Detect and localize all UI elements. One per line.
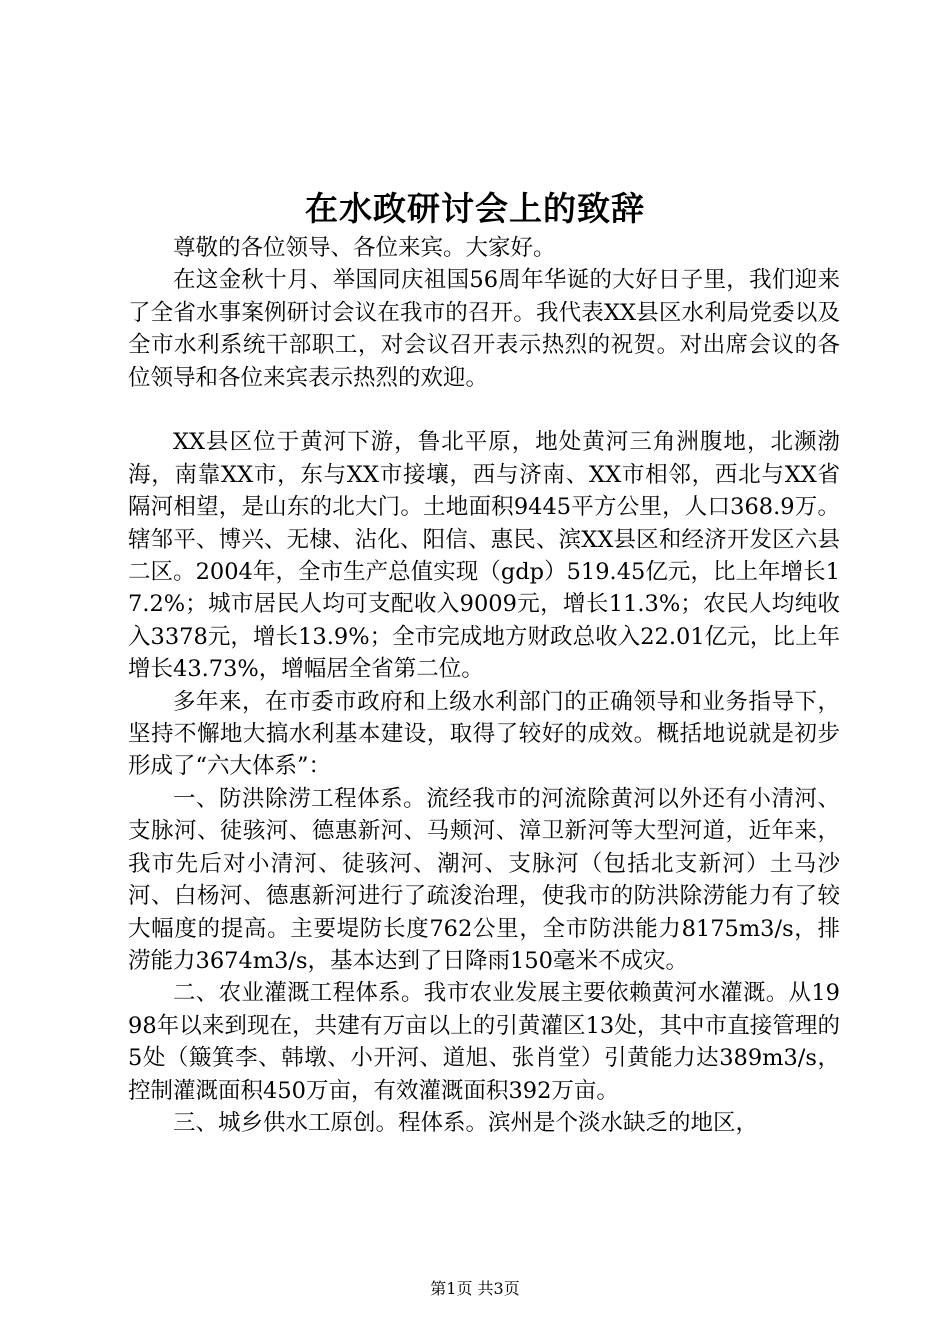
document-body [128,232,840,1139]
paragraph-flood-control: 一、防洪除涝工程体系。流经我市的河流除黄河以外还有小清河、支脉河、徒骇河、德惠新河、马颊河、漳卫新河等大型河道，近年来，我市先后对小清河、徒骇河、潮河、支脉河（包括北支新河）土马沙河、白杨河、德惠新河进行了疏浚治理，使我市的防洪除涝能力有了较大幅度的提高。主要堤防长度762公里，全市防洪能力8175m3/s，排涝能力3674m3/s，基本达到了日降雨150毫米不成灾。 [128,785,840,974]
page-number-footer: 第1页 共3页 [430,1279,520,1298]
paragraph-greeting: 尊敬的各位领导、各位来宾。大家好。 [173,235,556,261]
paragraph-overview: XX县区位于黄河下游，鲁北平原，地处黄河三角洲腹地，北濒渤海，南靠XX市，东与XX市接壤，西与济南、XX市相邻，西北与XX省隔河相望，是山东的北大门。土地面积9445平方公里，人口368.9万。辖邹平、博兴、无棣、沾化、阳信、惠民、滨XX县区和经济开发区六县二区。2004年，全市生产总值实现（gdp）519.45亿元，比上年增长17.2%；城市居民人均可支配收入9009元，增长11.3%；农民人均纯收入3378元，增长13.9%；全市完成地方财政总收入22.01亿元，比上年增长43.73%，增幅居全省第二位。 [128,429,840,683]
document-title: 在水政研讨会上的致辞 [305,189,645,228]
paragraph-spacer [128,394,840,426]
paragraph-irrigation: 二、农业灌溉工程体系。我市农业发展主要依赖黄河水灌溉。从1998年以来到现在，共建有万亩以上的引黄灌区13处，其中市直接管理的5处（簸箕李、韩墩、小开河、道旭、张肖堂）引黄能力达389m3/s，控制灌溉面积450万亩，有效灌溉面积392万亩。 [128,980,840,1104]
paragraph-welcome: 在这金秋十月、举国同庆祖国56周年华诞的大好日子里，我们迎来了全省水事案例研讨会议在我市的召开。我代表XX县区水利局党委以及全市水利系统干部职工，对会议召开表示热烈的祝贺。对出席会议的各位领导和各位来宾表示热烈的欢迎。 [128,267,840,391]
paragraph-water-supply: 三、城乡供水工原创。程体系。滨州是个淡水缺乏的地区， [173,1109,759,1136]
paragraph-achievements: 多年来，在市委市政府和上级水利部门的正确领导和业务指导下，坚持不懈地大搞水利基本建设，取得了较好的成效。概括地说就是初步形成了“六大体系”： [128,688,840,780]
